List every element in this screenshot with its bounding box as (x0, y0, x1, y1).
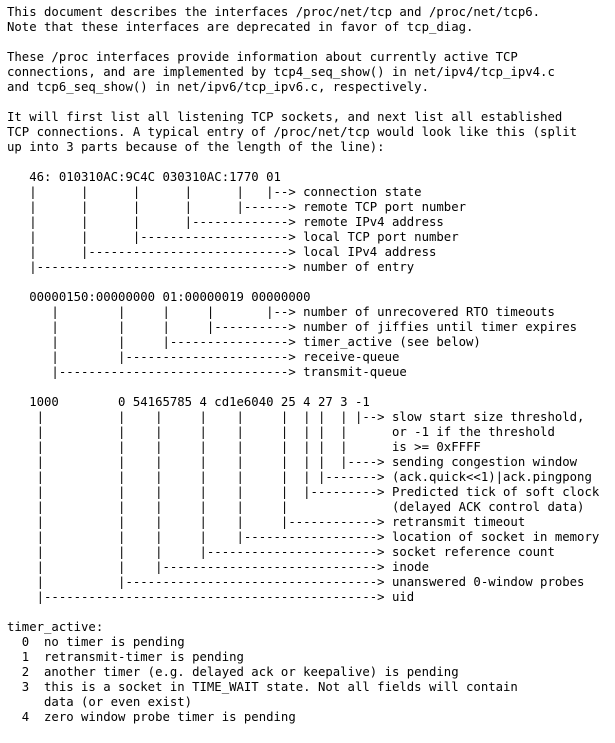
document-line: |---------------------------------------------> uid (7, 590, 415, 604)
document-line: | | | | | | | | | |--> slow start size threshold, (7, 410, 585, 424)
document-line: | | | | | | | | | is >= 0xFFFF (7, 440, 481, 454)
document-line: 46: 010310AC:9C4C 030310AC:1770 01 (7, 170, 281, 184)
document-line: up into 3 parts because of the length of the line): (7, 140, 385, 154)
document-line: | |----------------------> receive-queue (7, 350, 400, 364)
document-line (7, 35, 615, 50)
document-line: 0 no timer is pending (7, 635, 185, 649)
document-line: connections, and are implemented by tcp4_seq_show() in net/ipv4/tcp_ipv4.c (7, 65, 555, 79)
document-line: 4 zero window probe timer is pending (7, 710, 296, 724)
document-line: | | | | | | |---------> Predicted tick of soft clock (7, 485, 600, 499)
document-line: TCP connections. A typical entry of /proc/net/tcp would look like this (split (7, 125, 578, 139)
document-line: | | | | | |--> connection state (7, 185, 422, 199)
document-line (7, 605, 615, 620)
document-line: | | | | | | | | |----> sending congestion window (7, 455, 578, 469)
document-line: | | | |-----------------------> socket reference count (7, 545, 555, 559)
document-line: | | | | | | | |-------> (ack.quick<<1)|ack.pingpong (7, 470, 592, 484)
document-line: | | | | | | | | | or -1 if the threshold (7, 425, 555, 439)
document-line (7, 275, 615, 290)
document-line: |----------------------------------> number of entry (7, 260, 415, 274)
document-line: 00000150:00000000 01:00000019 00000000 (7, 290, 311, 304)
document-line: and tcp6_seq_show() in net/ipv6/tcp_ipv6.c, respectively. (7, 80, 429, 94)
document-line (7, 155, 615, 170)
document-line (7, 380, 615, 395)
document-line: | | | | | |------------> retransmit timeout (7, 515, 526, 529)
document-line: | | | |-------------> remote IPv4 address (7, 215, 444, 229)
document-line: |-------------------------------> transmit-queue (7, 365, 407, 379)
document-line: It will first list all listening TCP sockets, and next list all established (7, 110, 563, 124)
document-line: | | |----------------> timer_active (see below) (7, 335, 481, 349)
document-line: These /proc interfaces provide information about currently active TCP (7, 50, 518, 64)
document-line: data (or even exist) (7, 695, 193, 709)
document-line: | | | | |------------------> location of socket in memory (7, 530, 600, 544)
document-line: | | | | |------> remote TCP port number (7, 200, 467, 214)
document-line: This document describes the interfaces /proc/net/tcp and /proc/net/tcp6. (7, 5, 541, 19)
document-line: | | |-----------------------------> inode (7, 560, 429, 574)
document-line: timer_active: (7, 620, 104, 634)
document-line: | | | | | | (delayed ACK control data) (7, 500, 585, 514)
document-line: 3 this is a socket in TIME_WAIT state. Not all fields will contain (7, 680, 518, 694)
document-line: 1000 0 54165785 4 cd1e6040 25 4 27 3 -1 (7, 395, 370, 409)
document-line: Note that these interfaces are deprecated in favor of tcp_diag. (7, 20, 474, 34)
document-line: 2 another timer (e.g. delayed ack or keepalive) is pending (7, 665, 459, 679)
document-line: 1 retransmit-timer is pending (7, 650, 244, 664)
document-line: | |----------------------------------> unanswered 0-window probes (7, 575, 585, 589)
document-line: | | | | |--> number of unrecovered RTO timeouts (7, 305, 555, 319)
document-line (7, 95, 615, 110)
document-line: | | |--------------------> local TCP port number (7, 230, 459, 244)
document-line: | |---------------------------> local IPv4 address (7, 245, 437, 259)
document-line: | | | |----------> number of jiffies until timer expires (7, 320, 578, 334)
